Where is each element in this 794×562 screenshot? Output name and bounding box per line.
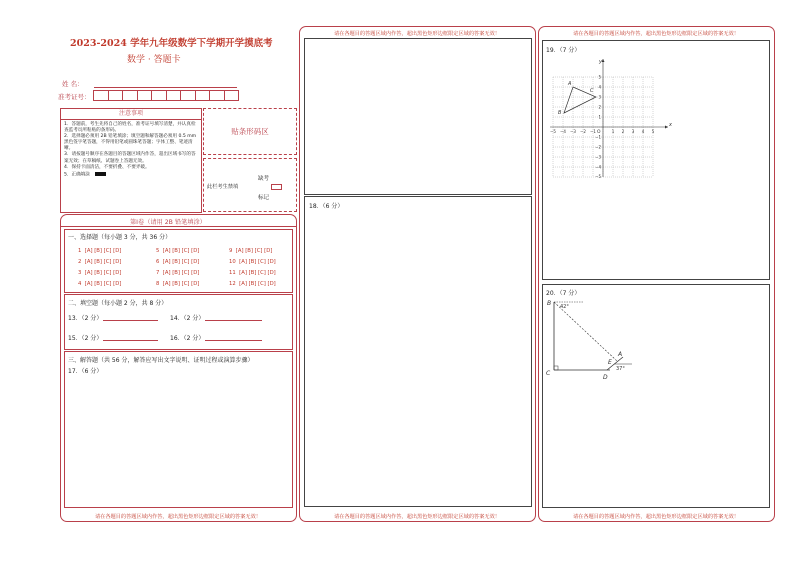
absent-forbid-label: 此栏考生禁填 bbox=[207, 184, 239, 190]
warning-col3-bottom: 请在各题目的答题区域内作答，超出黑色矩形边框限定区域的答案无效！ bbox=[572, 514, 739, 520]
notes-box bbox=[60, 108, 202, 213]
note-item: 1．答题前，考生先将自己的姓名，准考证号填写清楚，并认真检查监考员所粘贴的条形码。 bbox=[64, 122, 196, 134]
choice-row[interactable]: 12 [A] [B] [C] [D] bbox=[229, 281, 276, 287]
choice-row[interactable]: 8 [A] [B] [C] [D] bbox=[156, 281, 200, 287]
filled-mark-icon bbox=[95, 172, 106, 176]
x-tick-labels bbox=[550, 129, 655, 134]
y-tick: 2 bbox=[598, 104, 601, 110]
x-tick: 2 bbox=[621, 129, 625, 134]
warning-col3-top: 请在各题目的答题区域内作答，超出黑色矩形边框限定区域的答案无效！ bbox=[572, 31, 739, 37]
x-tick: −4 bbox=[560, 129, 566, 134]
y-tick: −5 bbox=[595, 174, 601, 179]
origin-label: O bbox=[597, 130, 601, 135]
q13-label: 13．（2 分） bbox=[68, 315, 103, 322]
q15-label: 15．（2 分） bbox=[68, 335, 103, 342]
figure-20 bbox=[544, 297, 636, 379]
choice-row[interactable]: 7 [A] [B] [C] [D] bbox=[156, 270, 200, 276]
part1-title: 第Ⅰ卷（请用 2B 铅笔填涂） bbox=[130, 219, 206, 226]
q20-label: 20．（7 分） bbox=[546, 290, 581, 297]
name-label: 姓 名： bbox=[62, 80, 84, 88]
note-item: 2．选择题必须用 2B 铅笔填涂；填空题和解答题必须用 0.5 mm 黑色签字笔答题，不得用铅笔或圆珠笔答题；字体工整、笔迹清晰。 bbox=[64, 134, 197, 152]
y-tick: 5 bbox=[598, 74, 601, 80]
absent-checkbox[interactable] bbox=[271, 184, 282, 190]
angle-37-label: 37° bbox=[616, 366, 625, 372]
id-boxes[interactable] bbox=[93, 90, 239, 101]
part1-divider bbox=[60, 226, 296, 227]
y-tick: 1 bbox=[598, 114, 601, 120]
q17-answer-area[interactable] bbox=[304, 38, 532, 195]
q18-answer-area[interactable] bbox=[304, 196, 532, 507]
y-tick: −3 bbox=[595, 154, 601, 160]
q16-label: 16．（2 分） bbox=[170, 335, 205, 342]
y-tick: 4 bbox=[598, 84, 601, 90]
choice-row[interactable]: 3 [A] [B] [C] [D] bbox=[78, 270, 122, 276]
id-label: 准考证号： bbox=[58, 93, 91, 101]
q17-label: 17．（6 分） bbox=[68, 368, 103, 375]
label-a: A bbox=[618, 351, 623, 358]
y-tick: 3 bbox=[598, 94, 601, 100]
note-item: 5．正确填涂 bbox=[64, 172, 198, 179]
q16-answer-line[interactable] bbox=[205, 340, 262, 341]
q19-label: 19．（7 分） bbox=[546, 47, 581, 54]
section3-title: 三、解答题（共 56 分，解答应写出文字说明、证明过程或演算步骤） bbox=[68, 357, 254, 364]
label-d: D bbox=[603, 374, 608, 379]
warning-col2-top: 请在各题目的答题区域内作答，超出黑色矩形边框限定区域的答案无效！ bbox=[333, 31, 500, 37]
warning-col2-bottom: 请在各题目的答题区域内作答，超出黑色矩形边框限定区域的答案无效！ bbox=[333, 514, 500, 520]
absent-top-label: 缺考 bbox=[258, 176, 270, 182]
x-tick: −5 bbox=[550, 129, 556, 134]
angle-42-label: 42° bbox=[560, 304, 569, 310]
label-c: C bbox=[546, 370, 551, 377]
section1-title: 一、选择题（每小题 3 分，共 36 分） bbox=[68, 234, 172, 241]
choice-row[interactable]: 1 [A] [B] [C] [D] bbox=[78, 248, 122, 254]
notes-list bbox=[61, 120, 201, 180]
barcode-area bbox=[203, 108, 297, 155]
choice-row[interactable]: 11 [A] [B] [C] [D] bbox=[229, 270, 276, 276]
note-item: 3．请按题号顺序在各题目的答题区域内作答，超出区域书写的答案无效；在草稿纸、试题卷上答题无效。 bbox=[64, 152, 196, 164]
choice-row[interactable]: 6 [A] [B] [C] [D] bbox=[156, 259, 200, 265]
exam-subtitle: 数学 · 答题卡 bbox=[127, 55, 181, 65]
x-tick: 3 bbox=[631, 129, 635, 134]
x-axis-arrow bbox=[665, 126, 668, 129]
x-tick: 5 bbox=[651, 129, 655, 134]
absent-bottom-label: 标记 bbox=[258, 195, 270, 201]
notes-title: 注意事项 bbox=[61, 109, 201, 120]
section2-title: 二、填空题（每小题 2 分，共 8 分） bbox=[68, 300, 168, 307]
exam-title: 2023-2024 学年九年级数学下学期开学摸底考 bbox=[70, 38, 273, 49]
x-tick: −2 bbox=[580, 129, 586, 134]
x-tick: 4 bbox=[641, 129, 645, 134]
label-e: E bbox=[608, 359, 612, 366]
choice-row[interactable]: 2 [A] [B] [C] [D] bbox=[78, 259, 122, 265]
warning-col1: 请在各题目的答题区域内作答，超出黑色矩形边框限定区域的答案无效！ bbox=[94, 514, 261, 520]
q15-answer-line[interactable] bbox=[103, 340, 158, 341]
x-tick: −3 bbox=[570, 129, 576, 134]
x-tick: 1 bbox=[611, 129, 615, 134]
q14-answer-line[interactable] bbox=[205, 320, 262, 321]
y-tick: −1 bbox=[595, 134, 601, 140]
choice-row[interactable]: 10 [A] [B] [C] [D] bbox=[229, 259, 276, 265]
coordinate-grid bbox=[546, 55, 674, 179]
y-tick: −4 bbox=[595, 164, 601, 170]
x-axis-label: x bbox=[669, 122, 672, 128]
point-a-label: A bbox=[568, 81, 572, 87]
note-item: 4．保持卡面清洁，不要折叠、不要弄破。 bbox=[64, 164, 150, 170]
y-axis-label: y bbox=[599, 59, 602, 65]
q14-label: 14．（2 分） bbox=[170, 315, 205, 322]
choice-row[interactable]: 4 [A] [B] [C] [D] bbox=[78, 281, 122, 287]
absent-box bbox=[203, 158, 297, 212]
x-tick: −1 bbox=[590, 129, 596, 134]
right-angle-c bbox=[554, 366, 558, 370]
name-field[interactable] bbox=[94, 87, 237, 88]
y-tick: −2 bbox=[595, 144, 601, 150]
q18-label: 18．（6 分） bbox=[309, 203, 344, 210]
barcode-label: 贴条形码区 bbox=[231, 127, 269, 136]
sight-line-be bbox=[554, 302, 617, 361]
choice-row[interactable]: 9 [A] [B] [C] [D] bbox=[229, 248, 273, 254]
point-c-label: C bbox=[590, 88, 594, 94]
q13-answer-line[interactable] bbox=[103, 320, 158, 321]
point-b-label: B bbox=[558, 110, 562, 116]
choice-row[interactable]: 5 [A] [B] [C] [D] bbox=[156, 248, 200, 254]
label-b: B bbox=[547, 300, 552, 307]
